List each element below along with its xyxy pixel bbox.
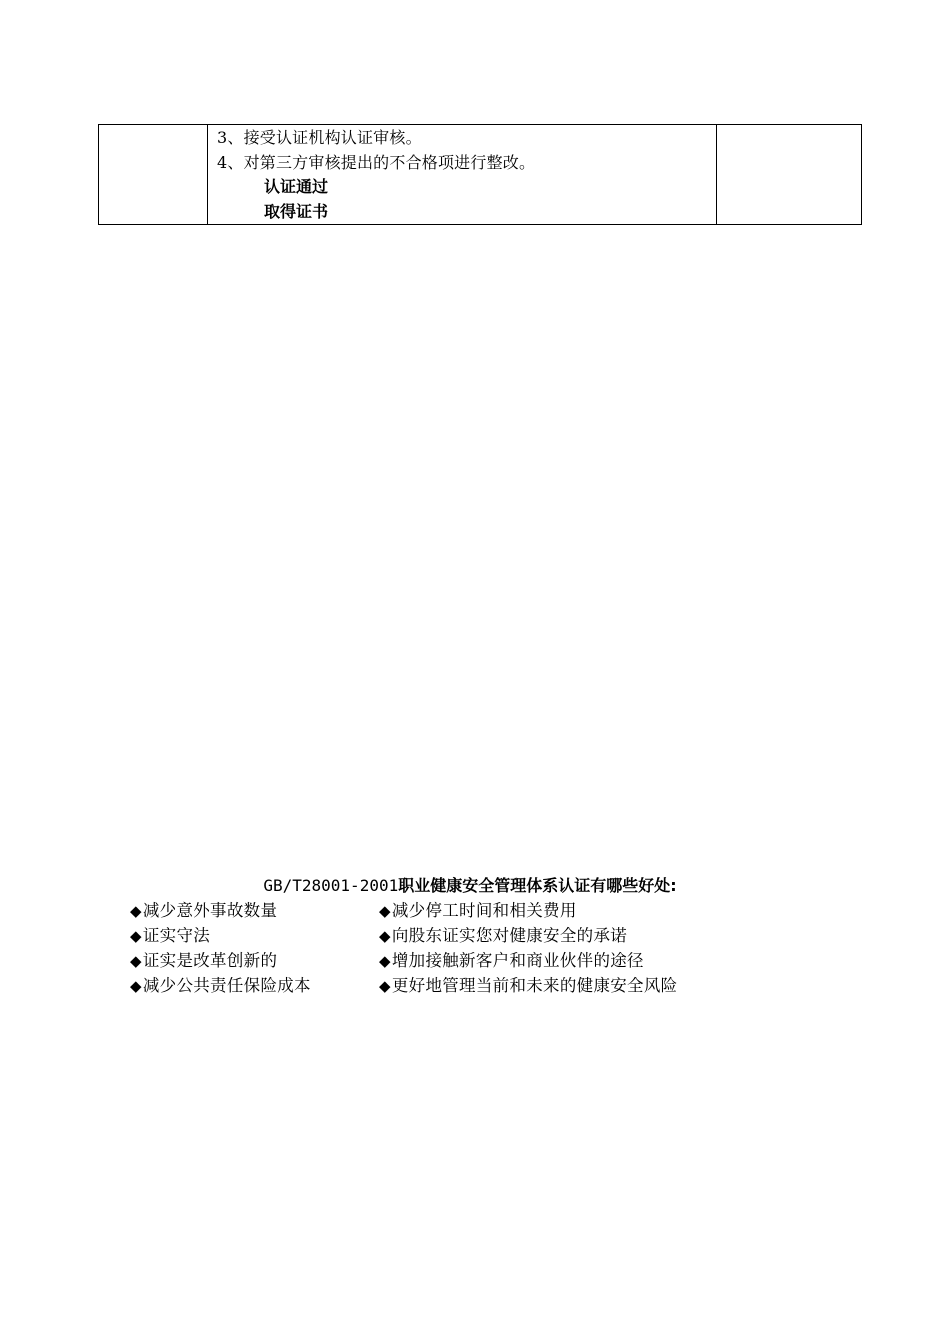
benefit-text: 更好地管理当前和未来的健康安全风险 [391, 976, 678, 995]
table-cell-empty-right [717, 125, 862, 225]
diamond-bullet-icon: ◆ [130, 977, 142, 995]
diamond-bullet-icon: ◆ [379, 952, 391, 970]
list-item [130, 923, 830, 948]
diamond-bullet-icon: ◆ [379, 902, 391, 920]
diamond-bullet-icon: ◆ [379, 927, 391, 945]
steps-content [208, 125, 716, 224]
benefits-list [130, 898, 830, 998]
table-cell-steps [208, 125, 717, 225]
benefit-item-left [130, 973, 311, 999]
benefits-heading [0, 874, 940, 898]
step-line-4: 4、对第三方审核提出的不合格项进行整改。 [217, 152, 536, 172]
list-item [130, 898, 830, 923]
table-row [99, 125, 862, 225]
benefit-text: 证实是改革创新的 [142, 951, 278, 970]
benefit-item-right [379, 898, 577, 924]
benefit-text: 增加接触新客户和商业伙伴的途径 [391, 951, 644, 970]
diamond-bullet-icon: ◆ [130, 927, 142, 945]
benefit-item-left [130, 948, 277, 974]
benefit-text: 减少公共责任保险成本 [142, 976, 311, 995]
diamond-bullet-icon: ◆ [379, 977, 391, 995]
result-certified: 认证通过 [264, 177, 329, 196]
benefit-item-right [379, 973, 677, 999]
benefit-item-right [379, 948, 644, 974]
diamond-bullet-icon: ◆ [130, 902, 142, 920]
standard-code: GB/T28001-2001 [263, 876, 399, 895]
benefit-text: 减少停工时间和相关费用 [391, 901, 577, 920]
benefit-item-left [130, 898, 277, 924]
list-item [130, 948, 830, 973]
benefit-text: 证实守法 [142, 926, 211, 945]
step-line-3: 3、接受认证机构认证审核。 [217, 128, 422, 147]
benefit-item-left [130, 923, 210, 949]
certification-steps-table [98, 124, 862, 225]
benefits-heading-text: 职业健康安全管理体系认证有哪些好处: [398, 876, 677, 895]
benefit-item-right [379, 923, 627, 949]
benefit-text: 减少意外事故数量 [142, 901, 278, 920]
benefit-text: 向股东证实您对健康安全的承诺 [391, 926, 628, 945]
result-certificate: 取得证书 [264, 201, 329, 221]
table-cell-empty-left [99, 125, 208, 225]
list-item [130, 973, 830, 998]
diamond-bullet-icon: ◆ [130, 952, 142, 970]
